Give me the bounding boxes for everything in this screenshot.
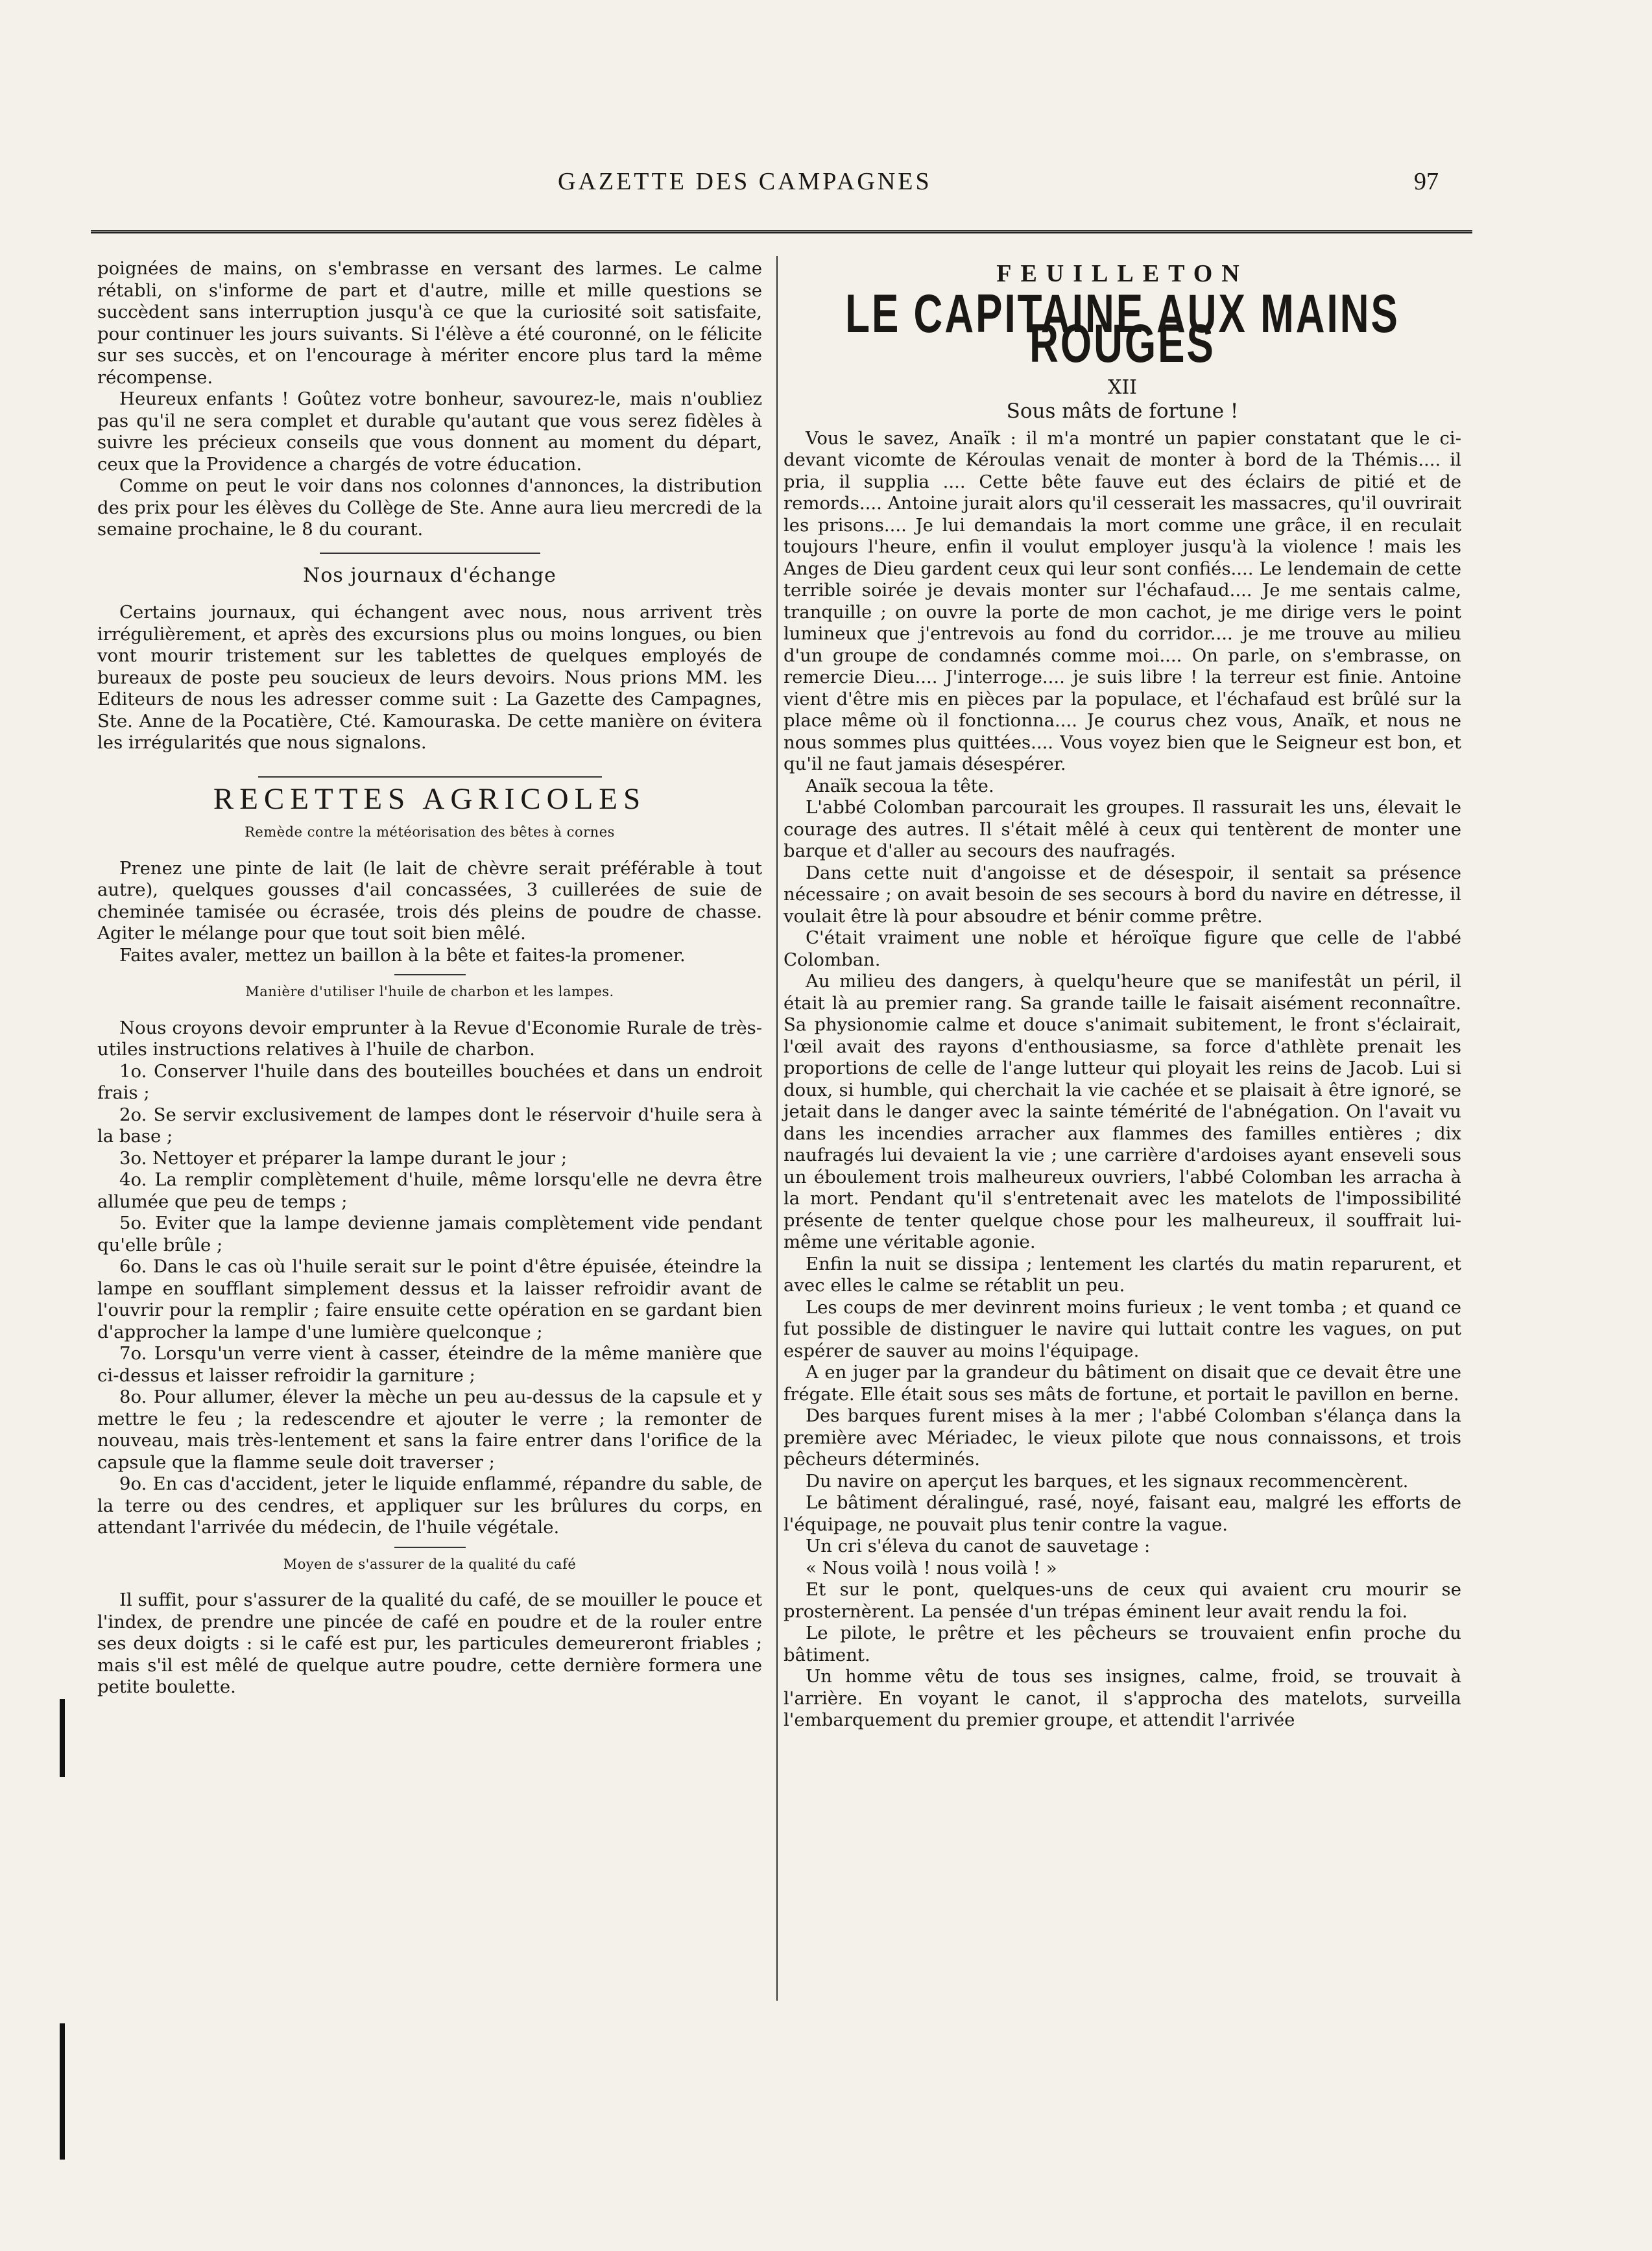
- huile-item: 7o. Lorsqu'un verre vient à casser, éteindre de la même manière que ci-dessus et laisser refroidir la garniture ;: [97, 1343, 762, 1386]
- intro-paragraph: Heureux enfants ! Goûtez votre bonheur, savourez-le, mais n'oubliez pas qu'il ne sera complet et durable qu'autant que vous serez fidèles à suivre les précieux conseils que vous donnent au moment du départ, ceux que la Providence a chargés de votre éducation.: [97, 388, 762, 475]
- section-separator: [394, 974, 466, 976]
- margin-mark: [60, 1699, 65, 1777]
- story-paragraph: « Nous voilà ! nous voilà ! »: [806, 1557, 1057, 1578]
- story-paragraph: Le bâtiment déralingué, rasé, noyé, faisant eau, malgré les efforts de l'équipage, ne pouvait plus tenir contre la vague.: [784, 1492, 1461, 1535]
- column-divider: [776, 256, 778, 2001]
- story-paragraph: Et sur le pont, quelques-uns de ceux qui avaient cru mourir se prosternèrent. La pensée d'un trépas éminent leur avait rendu la foi.: [784, 1579, 1461, 1622]
- story-title: LE CAPITAINE AUX MAINS ROUGES: [845, 283, 1400, 374]
- section-separator: [320, 553, 540, 554]
- story-paragraph: Au milieu des dangers, à quelqu'heure que se manifestât un péril, il était là au premier rang. Sa grande taille le faisait aisément reconnaître. Sa physionomie calme et douce s'animait subitement, le front s'éclairait, l'œil avait des rayons d'enthousiasme, sa force d'athlète prenait les proportions de celle de l'ange lutteur qui ployait les reins de Jacob. Lui si doux, si humble, qui cherchait la vie cachée et se plaisait à être ignoré, se jetait dans le danger avec la sainte témérité de l'abnégation. On l'avait vu dans les incendies arracher aux flammes des familles entières ; dix naufragés lui devaient la vie ; une carrière d'ardoises ayant enseveli sous un éboulement trois malheureux ouvriers, l'abbé Colomban les arracha à la mort. Pendant qu'il s'entretenait avec les matelots de l'impossibilité présente de tenter quelque chose pour les malheureux, il souffrait lui-même une véritable agonie.: [784, 971, 1461, 1252]
- huile-item: 1o. Conserver l'huile dans des bouteilles bouchées et dans un endroit frais ;: [97, 1060, 762, 1103]
- remede-paragraph: Faites avaler, mettez un baillon à la bête et faites-la promener.: [119, 944, 686, 966]
- header-rule: [91, 230, 1472, 233]
- section-separator: [394, 1547, 466, 1549]
- recettes-heading: RECETTES AGRICOLES: [213, 781, 647, 816]
- page-number: 97: [1414, 168, 1439, 195]
- intro-paragraph: poignées de mains, on s'embrasse en versant des larmes. Le calme rétabli, on s'informe de part et d'autre, mille et mille questions se succèdent sans interruption jusqu'à ce que la curiosité soit satisfaite, pour continuer les jours suivants. Si l'élève a été couronné, on le félicite sur ses succès, et on l'encourage à mériter encore plus tard la même récompense.: [97, 258, 762, 388]
- exchange-paragraph: Certains journaux, qui échangent avec nous, nous arrivent très irrégulièrement, et après des excursions plus ou moins longues, ou bien vont mourir tristement sur les tablettes de quelques employés de bureaux de poste peu soucieux de leurs devoirs. Nous prions MM. les Editeurs de nous les adresser comme suit : La Gazette des Campagnes, Ste. Anne de la Pocatière, Cté. Kamouraska. De cette manière on évitera les irrégularités que nous signalons.: [97, 602, 762, 753]
- story-paragraph: Le pilote, le prêtre et les pêcheurs se trouvaient enfin proche du bâtiment.: [784, 1623, 1461, 1665]
- story-paragraph: Des barques furent mises à la mer ; l'abbé Colomban s'élança dans la première avec Mériadec, le vieux pilote que nous connaissons, et trois pêcheurs déterminés.: [784, 1405, 1461, 1470]
- feuilleton-label: FEUILLETON: [996, 260, 1249, 287]
- story-paragraph: Dans cette nuit d'angoisse et de désespoir, il sentait sa présence nécessaire ; on avait besoin de ses secours à bord du navire en détresse, il voulait être là pour absoudre et bénir comme prêtre.: [784, 862, 1461, 927]
- cafe-paragraph: Il suffit, pour s'assurer de la qualité du café, de se mouiller le pouce et l'index, de prendre une pincée de café en poudre et de la rouler entre ses deux doigts : si le café est pur, les particules demeureront friables ; mais s'il est mêlé de quelque autre poudre, cette dernière formera une petite boulette.: [97, 1590, 762, 1697]
- huile-item: 3o. Nettoyer et préparer la lampe durant le jour ;: [119, 1147, 568, 1169]
- story-paragraph: Vous le savez, Anaïk : il m'a montré un papier constatant que le ci-devant vicomte de Kéroulas venait de monter à bord de la Thémis.... il pria, il supplia .... Cette bête fauve eut des éclairs de pitié et de remords.... Antoine jurait alors qu'il cesserait les massacres, qu'il ouvrirait les prisons.... Je lui demandais la mort comme une grâce, il en reculait toujours l'heure, enfin il voulut employer jusqu'à la violence ! mais les Anges de Dieu gardent ceux qui leur sont confiés.... Le lendemain de cette terrible soirée je devais monter sur l'échafaud.... Je me sentais calme, tranquille ; on ouvre la porte de mon cachot, je me dirige vers le point lumineux que j'entrevois au fond du corridor.... je me trouve au milieu d'un groupe de condamnés comme moi.... On parle, on s'embrasse, on remercie Dieu.... J'interroge.... je suis libre ! la terreur est finie. Antoine vient d'être mis en pièces par la populace, et l'échafaud est brûlé sur la place même où il fonctionna.... Je courus chez vous, Anaïk, et nous ne nous sommes plus quittées.... Vous voyez bien que le Seigneur est bon, et qu'il ne faut jamais désespérer.: [784, 427, 1461, 774]
- story-paragraph: Un homme vêtu de tous ses insignes, calme, froid, se trouvait à l'arrière. En voyant le canot, il s'approcha des matelots, surveilla l'embarquement du premier groupe, et attendit l'arrivée: [784, 1666, 1461, 1730]
- story-paragraph: Un cri s'éleva du canot de sauvetage :: [806, 1536, 1151, 1556]
- right-column: [784, 258, 1461, 1732]
- huile-item: 9o. En cas d'accident, jeter le liquide enflammé, répandre du sable, de la terre ou des cendres, et appliquer sur les brûlures du corps, en attendant l'arrivée du médecin, de l'huile végétale.: [97, 1473, 762, 1538]
- story-paragraph: C'était vraiment une noble et héroïque figure que celle de l'abbé Colomban.: [784, 927, 1461, 970]
- story-paragraph: L'abbé Colomban parcourait les groupes. Il rassurait les uns, élevait le courage des autres. Il s'était mêlé à ceux qui tentèrent de monter une barque et d'aller au secours des naufragés.: [784, 797, 1461, 861]
- story-paragraph: Anaïk secoua la tête.: [806, 775, 994, 796]
- huile-item: 4o. La remplir complètement d'huile, même lorsqu'elle ne devra être allumée que peu de temps ;: [97, 1169, 762, 1212]
- running-head: [0, 167, 1652, 206]
- huile-item: 8o. Pour allumer, élever la mèche un peu au-dessus de la capsule et y mettre le feu ; la redescendre et ajouter le verre ; la remonter de nouveau, mais très-lentement et sans la faire entrer dans l'orifice de la capsule que la flamme seule doit traverser ;: [97, 1387, 762, 1473]
- huile-item: 5o. Eviter que la lampe devienne jamais complètement vide pendant qu'elle brûle ;: [97, 1213, 762, 1256]
- story-paragraph: Enfin la nuit se dissipa ; lentement les clartés du matin reparurent, et avec elles le calme se rétablit un peu.: [784, 1253, 1461, 1296]
- exchange-heading: Nos journaux d'échange: [303, 564, 557, 587]
- remede-paragraph: Prenez une pinte de lait (le lait de chèvre serait préférable à tout autre), quelques gousses d'ail concassées, 3 cuillerées de suie de cheminée tamisée ou écrasée, trois dés pleins de poudre de chasse. Agiter le mélange pour que tout soit bien mêlé.: [97, 857, 762, 944]
- story-paragraph: Les coups de mer devinrent moins furieux ; le vent tomba ; et quand ce fut possible de distinguer le navire qui luttait contre les vagues, on put espérer de sauver au moins l'équipage.: [784, 1296, 1461, 1361]
- huile-intro: Nous croyons devoir emprunter à la Revue d'Economie Rurale de très-utiles instructions relatives à l'huile de charbon.: [97, 1017, 762, 1060]
- left-column: [97, 258, 762, 1698]
- chapter-number: XII: [1107, 375, 1138, 399]
- intro-paragraph: Comme on peut le voir dans nos colonnes d'annonces, la distribution des prix pour les élèves du Collège de Ste. Anne aura lieu mercredi de la semaine prochaine, le 8 du courant.: [97, 475, 762, 540]
- margin-mark: [60, 2023, 65, 2160]
- huile-heading: Manière d'utiliser l'huile de charbon et les lampes.: [245, 984, 614, 999]
- newspaper-title: GAZETTE DES CAMPAGNES: [558, 168, 932, 195]
- chapter-title: Sous mâts de fortune !: [1006, 399, 1239, 423]
- huile-item: 2o. Se servir exclusivement de lampes dont le réservoir d'huile sera à la base ;: [97, 1104, 762, 1147]
- story-paragraph: A en juger par la grandeur du bâtiment on disait que ce devait être une frégate. Elle était sous ses mâts de fortune, et portait le pavillon en berne.: [784, 1362, 1461, 1405]
- huile-item: 6o. Dans le cas où l'huile serait sur le point d'être épuisée, éteindre la lampe en soufflant simplement dessus et la laisser refroidir avant de l'ouvrir pour la remplir ; faire ensuite cette opération en se gardant bien d'approcher la lampe d'une lumière quelconque ;: [97, 1256, 762, 1342]
- story-paragraph: Du navire on aperçut les barques, et les signaux recommencèrent.: [806, 1470, 1409, 1492]
- remede-heading: Remède contre la météorisation des bêtes à cornes: [245, 824, 615, 840]
- cafe-heading: Moyen de s'assurer de la qualité du café: [283, 1556, 577, 1572]
- section-separator: [258, 776, 602, 778]
